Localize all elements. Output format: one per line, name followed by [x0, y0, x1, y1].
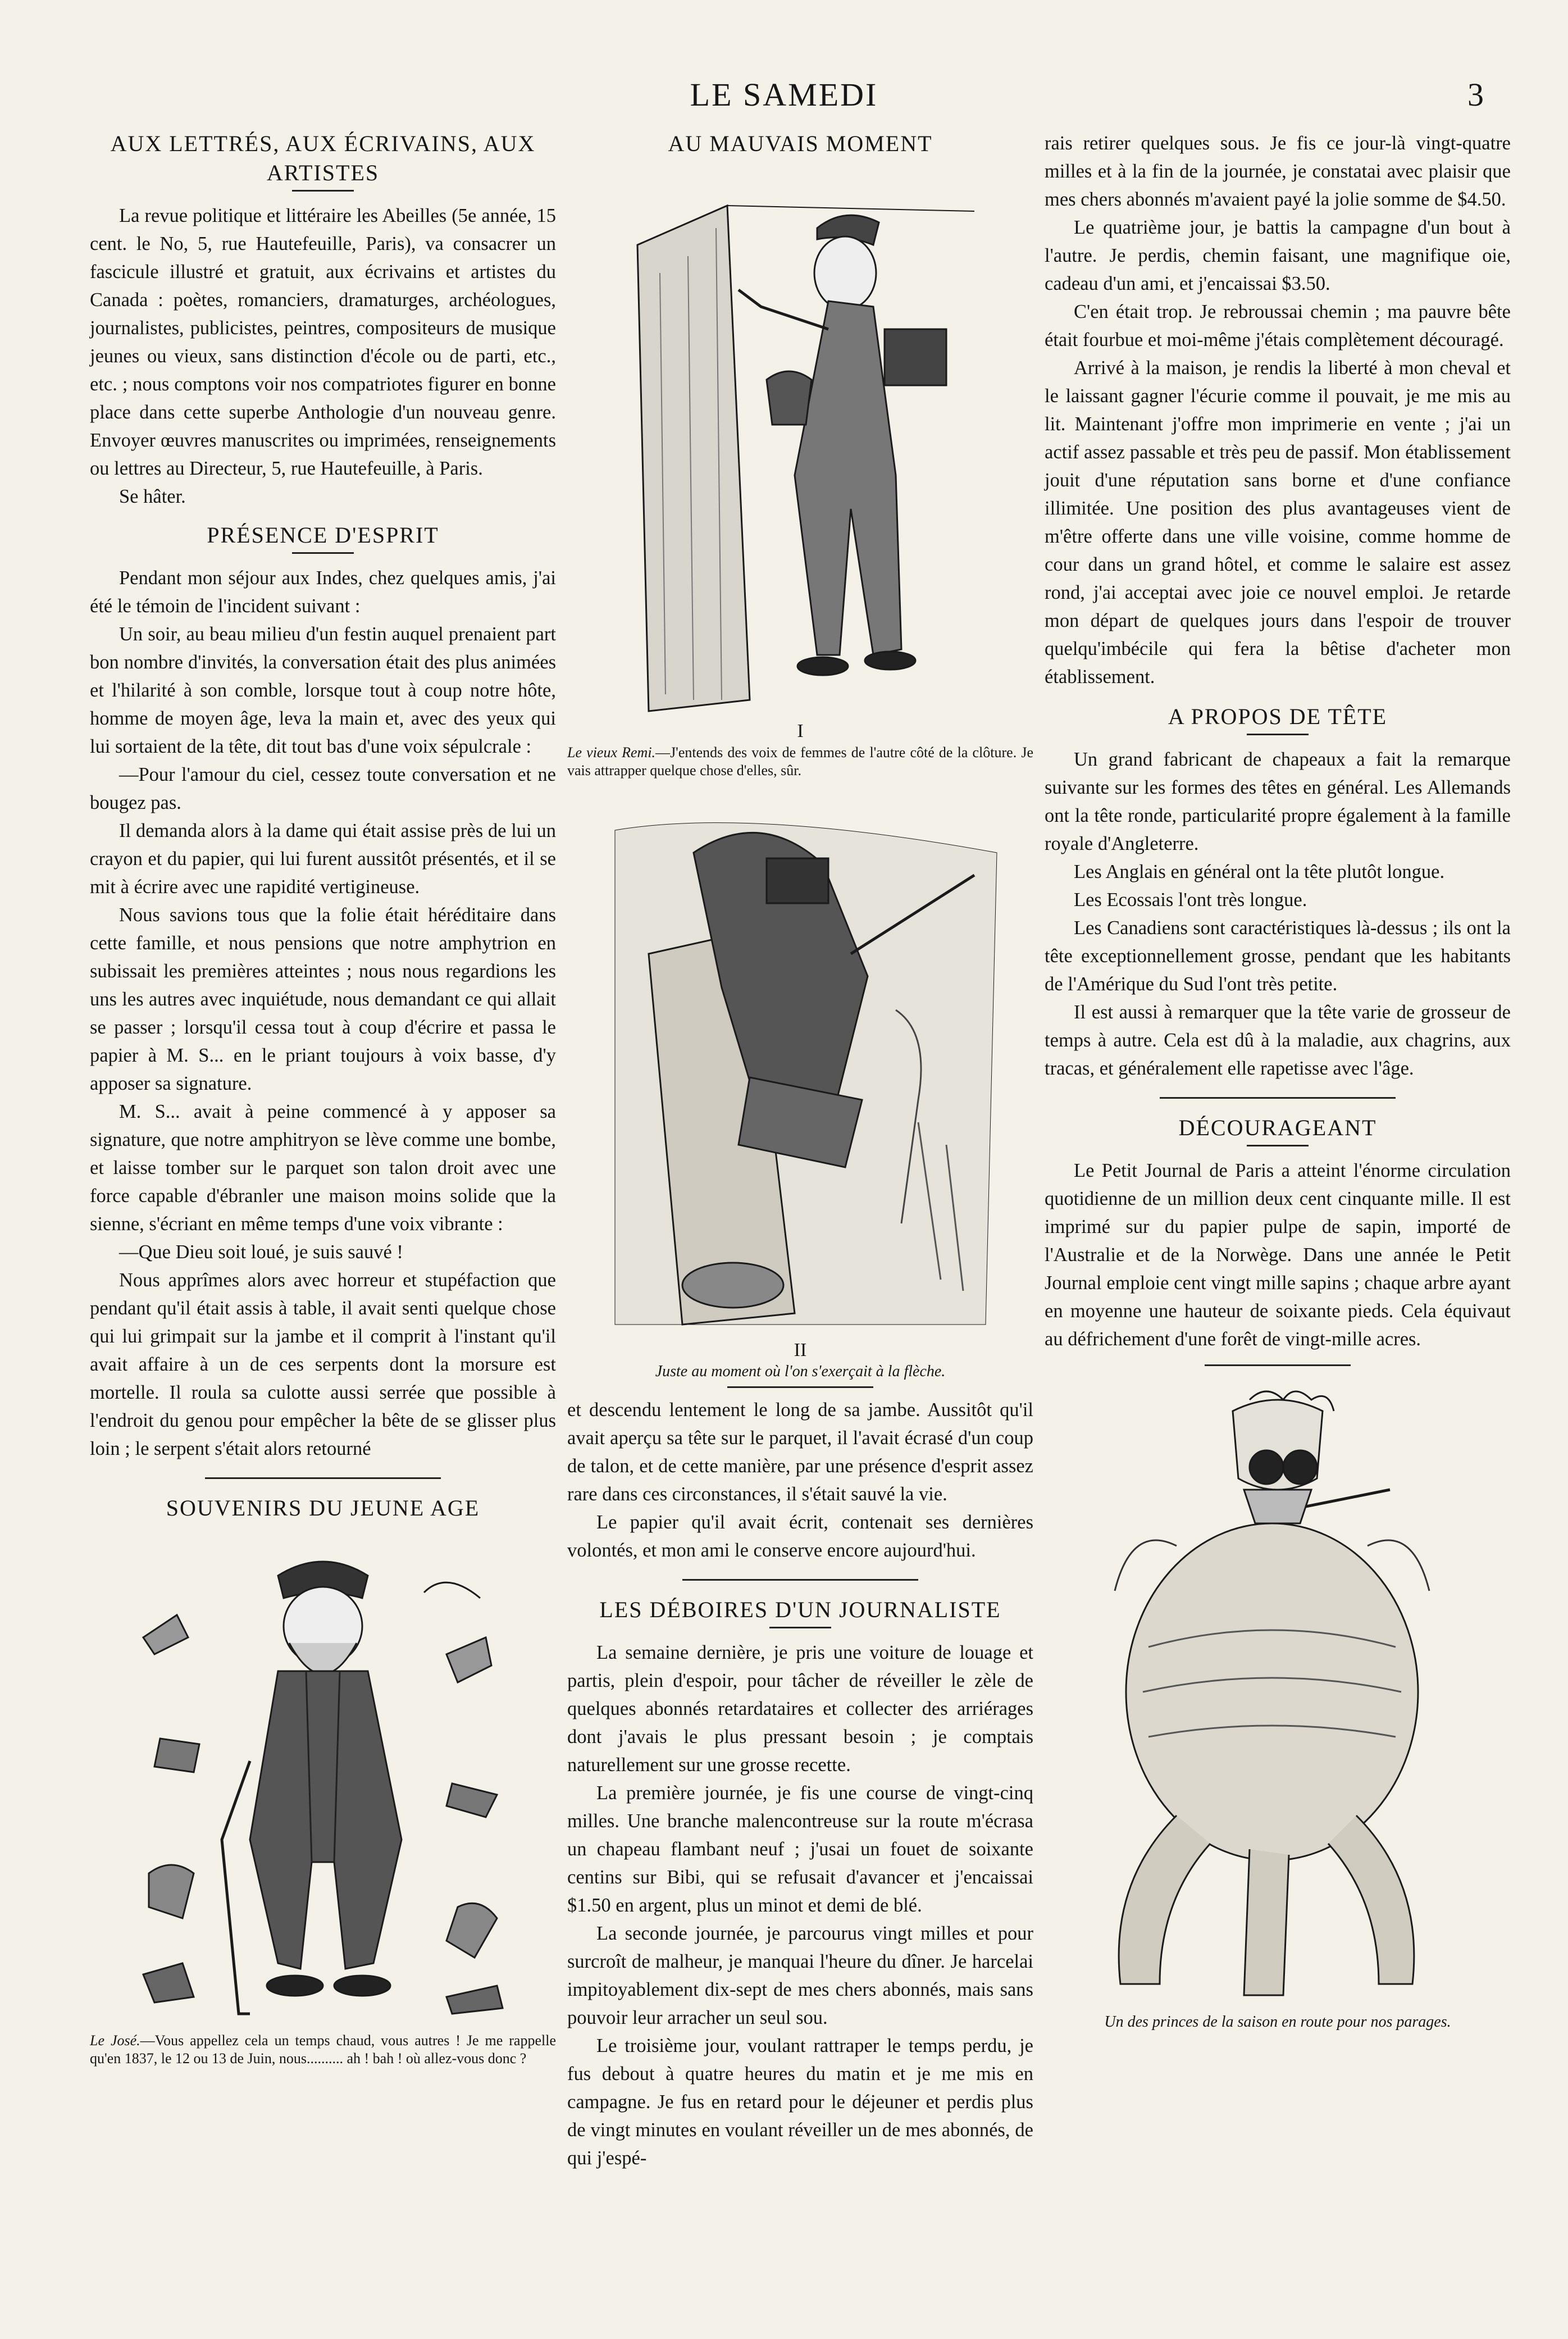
paragraph: Nous savions tous que la folie était héréditaire dans cette famille, et nous pensions que notre amphytrion en subissait les premières atteintes ; nous nous regardions les uns les autres avec inquiétude, nous demandant ce qui allait se passer ; lorsqu'il cessa tout à coup d'écrire et passa le papier à M. S... en le priant toujours à voix basse, d'y apposer sa signature. — [90, 904, 556, 1094]
caption-remi — [567, 744, 1033, 780]
paragraph: Il est aussi à remarquer que la tête varie de grosseur de temps à autre. Cela est dû à la maladie, aux chagrins, aux tracas, et généralement elle rapetisse avec l'âge. — [1045, 1002, 1511, 1079]
paragraph: La revue politique et littéraire les Abeilles (5e année, 15 cent. le No, 5, rue Hautefeuille, Paris), va consacrer un fascicule illustré et gratuit, aux écrivains et artistes du Canada : poètes, romanciers, dramaturges, archéologues, journalistes, publicistes, peintres, compositeurs de musique jeunes ou vieux, sans distinction d'école ou de parti, etc., etc. ; nous comptons voir nos compatriotes figurer en bonne place dans cette superbe Anthologie d'un nouveau genre. Envoyer œuvres manuscrites ou imprimées, renseignements ou lettres au Directeur, 5, rue Hautefeuille, à Paris. — [90, 205, 556, 479]
figure-number-1: I — [797, 721, 804, 741]
illustration-arrow — [567, 785, 1033, 1336]
paragraph: rais retirer quelques sous. Je fis ce jour-là vingt-quatre milles et à la fin de la journée, je constatai avec plaisir que mes chers abonnés m'avaient payé la jolie somme de $4.50. — [1045, 133, 1511, 210]
paragraph: —Pour l'amour du ciel, cessez toute conversation et ne bougez pas. — [90, 764, 556, 813]
old-man-engraving — [110, 1525, 536, 2031]
paragraph: Le papier qu'il avait écrit, contenait ses dernières volontés, et mon ami le conserve encore aujourd'hui. — [567, 1512, 1033, 1561]
paragraph: Les Canadiens sont caractéristiques là-dessus ; ils ont la tête exceptionnellement grosse, pendant que les habitants de l'Amérique du Sud l'ont très petite. — [1045, 917, 1511, 995]
divider — [1247, 734, 1309, 735]
newspaper-title: LE SAMEDI — [690, 76, 878, 113]
paragraph: et descendu lentement le long de sa jambe. Aussitôt qu'il avait aperçu sa tête sur le parquet, il l'avait écrasé d'un coup de talon, et de cette manière, par une présence d'esprit assez rare dans ces circonstances, il s'était sauvé la vie. — [567, 1399, 1033, 1505]
section-heading-mauvais: AU MAUVAIS MOMENT — [668, 131, 933, 156]
divider — [1160, 1097, 1396, 1099]
paragraph: —Que Dieu soit loué, je suis sauvé ! — [119, 1241, 403, 1263]
section-heading-decourageant: DÉCOURAGEANT — [1178, 1115, 1377, 1140]
remi-at-fence-engraving — [581, 161, 1019, 717]
paragraph: Les Anglais en général ont la tête plutôt longue. — [1074, 861, 1445, 882]
paragraph: La première journée, je fis une course de vingt-cinq milles. Une branche malencontreuse sur la route m'écrasa un chapeau flambant neuf ; j'usai un fouet de soixante centins sur Bibi, qui se refusait d'avancer et j'encaissai $1.50 en argent, plus un minot et demi de blé. — [567, 1782, 1033, 1916]
paragraph: Les Ecossais l'ont très longue. — [1074, 889, 1307, 911]
caption-text: —Vous appellez cela un temps chaud, vous autres ! Je me rappelle qu'en 1837, le 12 ou 13 de Juin, nous.......... ah ! bah ! où allez-vous donc ? — [90, 2032, 556, 2067]
column-1 — [90, 129, 556, 2073]
divider — [292, 552, 354, 554]
prince-caricature-engraving — [1064, 1377, 1491, 2012]
section-heading-tete: A PROPOS DE TÊTE — [1168, 704, 1388, 729]
section-heading-presence: PRÉSENCE D'ESPRIT — [207, 522, 439, 548]
paragraph: Se hâter. — [119, 486, 186, 507]
paragraph: Un soir, au beau milieu d'un festin auquel prenaient part bon nombre d'invités, la conversation était des plus animées et l'hilarité à son comble, lorsque tout à coup notre hôte, homme de moyen âge, leva la main et, avec des yeux qui lui sortaient de la tête, dit tout bas d'une voix sépulcrale : — [90, 624, 556, 757]
caption-prince: Un des princes de la saison en route pour nos parages. — [1104, 2013, 1451, 2031]
section-heading-lettres: AUX LETTRÉS, AUX ÉCRIVAINS, AUX ARTISTES — [110, 131, 536, 185]
illustration-old-man — [90, 1525, 556, 2031]
paragraph: La semaine dernière, je pris une voiture de louage et partis, plein d'espoir, pour tâcher de réveiller le zèle de quelques abonnés retardataires et collecter des arriérages dont j'avais le plus pressant besoin ; je comptais naturellement sur une grosse recette. — [567, 1642, 1033, 1776]
caption-speaker: Le vieux Remi. — [567, 744, 656, 761]
divider — [1205, 1364, 1351, 1366]
divider — [769, 1627, 831, 1628]
divider — [682, 1579, 918, 1581]
paragraph: Pendant mon séjour aux Indes, chez quelques amis, j'ai été le témoin de l'incident suivant : — [90, 567, 556, 617]
paragraph: Arrivé à la maison, je rendis la liberté à mon cheval et le laissant gagner l'écurie comme il pouvait, je me mis au lit. Maintenant j'offre mon imprimerie en vente ; j'ai un actif assez passable et très peu de passif. Mon établissement jouit d'une réputation sans borne et d'une confiance illimitée. Une position des plus avantageuses vient de m'être offerte dans une ville voisine, comme homme de cour dans un grand hôtel, et comme le salaire est assez rond, j'ai acceptai avec joie ce nouvel emploi. Je retarde mon départ de quelques jours dans l'espoir de trouver quelqu'imbécile qui fera la bêtise d'acheter mon établissement. — [1045, 357, 1511, 688]
caption-text: —J'entends des voix de femmes de l'autre côté de la clôture. Je vais attrapper quelque chose d'elles, sûr. — [567, 744, 1034, 779]
divider — [205, 1477, 441, 1479]
divider — [292, 190, 354, 192]
paragraph: Le quatrième jour, je battis la campagne d'un bout à l'autre. Je perdis, chemin faisant, une magnifique oie, cadeau d'un ami, et j'encaissai $3.50. — [1045, 217, 1511, 294]
paragraph: Le Petit Journal de Paris a atteint l'énorme circulation quotidienne de un million deux cent cinquante mille. Il est imprimé sur du papier pulpe de sapin, importé de l'Australie et de la Norwège. Dans une année le Petit Journal emploie cent vingt mille sapins ; chaque arbre ayant en moyenne une hauteur de soixante pieds. Cela équivaut au défrichement d'une forêt de vingt-mille acres. — [1045, 1160, 1511, 1350]
section-heading-souvenirs: SOUVENIRS DU JEUNE AGE — [166, 1495, 480, 1521]
paragraph: M. S... avait à peine commencé à y apposer sa signature, que notre amphitryon se lève comme une bombe, et laisse tomber sur le parquet son talon droit avec une force capable d'ébranler une maison moins solide que la sienne, s'écriant en même temps d'une voix vibrante : — [90, 1101, 556, 1235]
arrow-practice-engraving — [581, 785, 1019, 1336]
section-heading-deboires: LES DÉBOIRES D'UN JOURNALISTE — [599, 1597, 1001, 1622]
caption-fleche: Juste au moment où l'on s'exerçait à la flèche. — [655, 1363, 946, 1380]
paragraph: Le troisième jour, voulant rattraper le temps perdu, je fus debout à quatre heures du matin et je me mis en campagne. Je fus en retard pour le déjeuner et perdis plus de vingt minutes en voulant réveiller un de mes abonnés, de qui j'espé- — [567, 2035, 1033, 2169]
caption-souvenirs — [90, 2032, 556, 2068]
divider — [1247, 1145, 1309, 1146]
illustration-remi-fence — [567, 161, 1033, 717]
page-header — [0, 76, 1568, 121]
caption-speaker: Le José. — [90, 2032, 140, 2049]
column-2 — [567, 129, 1033, 2172]
paragraph: Nous apprîmes alors avec horreur et stupéfaction que pendant qu'il était assis à table, il avait senti quelque chose qui lui grimpait sur la jambe et il comprit à l'instant qu'il avait affaire à un de ces serpents dont la morsure est mortelle. Il roula sa culotte aussi serrée que possible à l'endroit du genou pour empêcher la bête de se glisser plus loin ; le serpent s'était alors retourné — [90, 1269, 556, 1459]
divider — [727, 1386, 873, 1388]
figure-number-2: II — [794, 1340, 807, 1360]
column-3 — [1045, 129, 1511, 2037]
page-number: 3 — [1467, 76, 1484, 113]
paragraph: Il demanda alors à la dame qui était assise près de lui un crayon et du papier, qui lui furent aussitôt présentés, et il se mit à écrire avec une rapidité vertigineuse. — [90, 820, 556, 898]
illustration-prince — [1045, 1377, 1511, 2012]
paragraph: Un grand fabricant de chapeaux a fait la remarque suivante sur les formes des têtes en général. Les Allemands ont la tête ronde, particularité propre également à la famille royale d'Angleterre. — [1045, 749, 1511, 854]
paragraph: La seconde journée, je parcourus vingt milles et pour surcroît de malheur, je manquai l'heure du dîner. Je harcelai impitoyablement dix-sept de mes chers abonnés, mais sans pouvoir leur arracher un seul sou. — [567, 1923, 1033, 2028]
paragraph: C'en était trop. Je rebroussai chemin ; ma pauvre bête était fourbue et moi-même j'étais complètement découragé. — [1045, 301, 1511, 351]
